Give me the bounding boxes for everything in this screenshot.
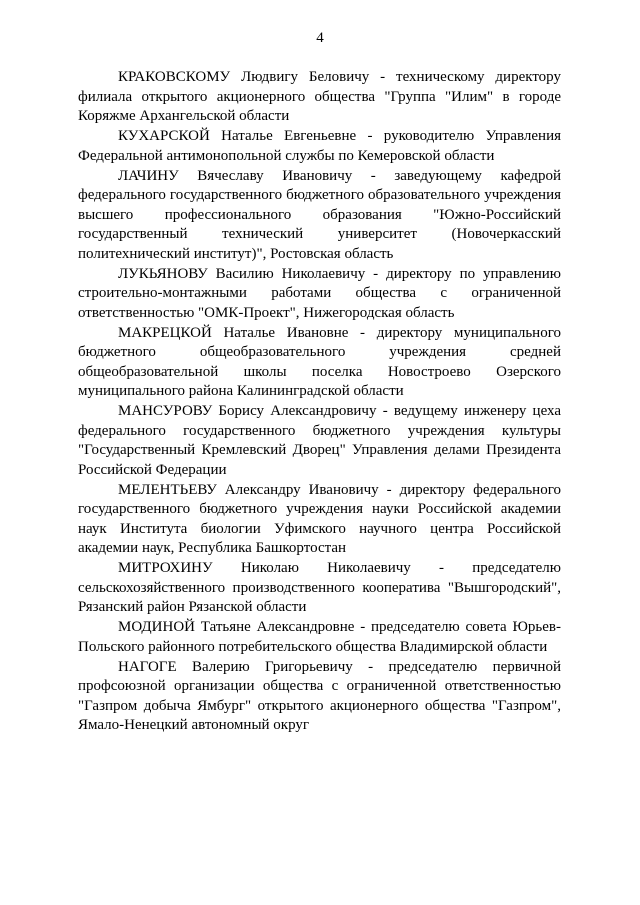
list-item: МИТРОХИНУ Николаю Николаевичу - председателю сельскохозяйственного производственного кооператива "Вышгородский", Рязанский район Рязанской области bbox=[78, 560, 561, 615]
list-item: МАНСУРОВУ Борису Александровичу - ведущему инженеру цеха федерального государственного бюджетного учреждения культуры "Государственный Кремлевский Дворец" Управления делами Президента Российской Федерации bbox=[78, 403, 561, 478]
list-item: КРАКОВСКОМУ Людвигу Беловичу - техническому директору филиала открытого акционерного общества "Группа "Илим" в городе Коряжме Архангельской области bbox=[78, 69, 561, 124]
list-item: МЕЛЕНТЬЕВУ Александру Ивановичу - директору федерального государственного бюджетного учреждения науки Российской академии наук Института биологии Уфимского научного центра Российской академии наук, Республика Башкортостан bbox=[78, 481, 561, 556]
list-item: МОДИНОЙ Татьяне Александровне - председателю совета Юрьев-Польского районного потребительского общества Владимирской области bbox=[78, 619, 561, 655]
list-item: НАГОГЕ Валерию Григорьевичу - председателю первичной профсоюзной организации общества с ограниченной ответственностью "Газпром добыча Ямбург" открытого акционерного общества "Газпром", Ямало-Ненецкий автономный округ bbox=[78, 658, 561, 733]
list-item: КУХАРСКОЙ Наталье Евгеньевне - руководителю Управления Федеральной антимонопольной службы по Кемеровской области bbox=[78, 128, 561, 164]
page-number: 4 bbox=[316, 30, 324, 46]
award-list bbox=[78, 68, 561, 736]
list-item: ЛУКЬЯНОВУ Василию Николаевичу - директору по управлению строительно-монтажными работами общества с ограниченной ответственностью "ОМК-Проект", Нижегородская область bbox=[78, 265, 561, 321]
list-item: ЛАЧИНУ Вячеславу Ивановичу - заведующему кафедрой федерального государственного бюджетного образовательного учреждения высшего профессионального образования "Южно-Российский государственный технический университет (Новочеркасский политехнический институт)", Ростовская область bbox=[78, 167, 561, 262]
list-item: МАКРЕЦКОЙ Наталье Ивановне - директору муниципального бюджетного общеобразовательного учреждения средней общеобразовательной школы поселка Новостроево Озерского муниципального района Калининградской области bbox=[78, 324, 561, 399]
